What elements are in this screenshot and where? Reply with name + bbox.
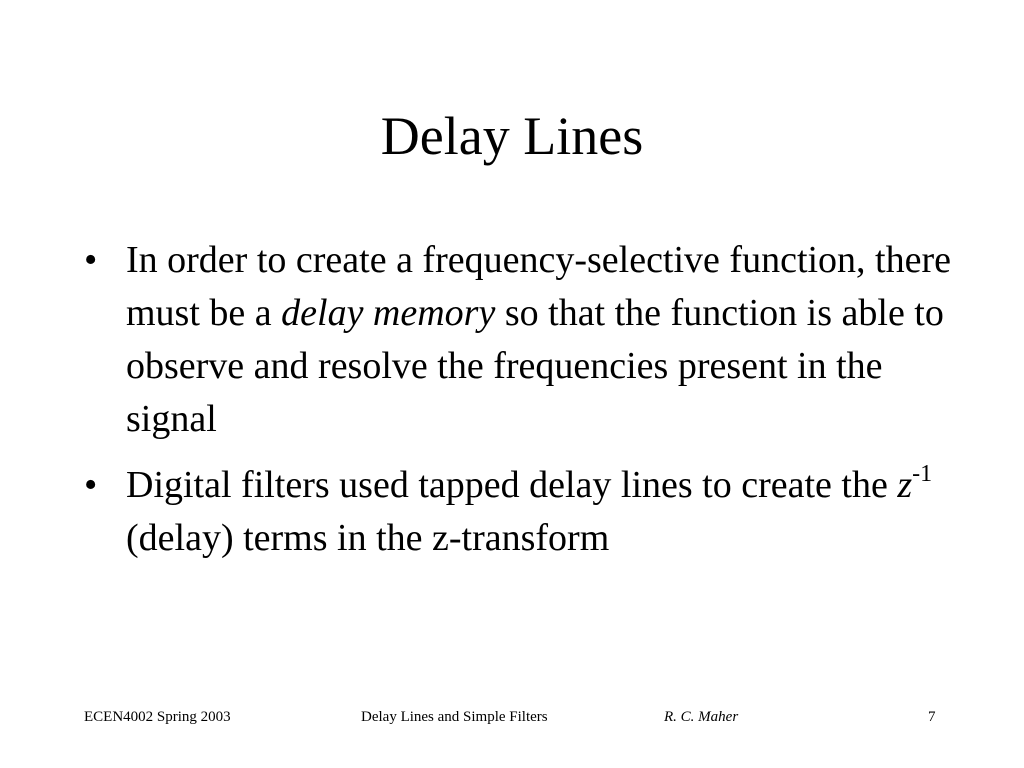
bullet-icon: • — [84, 239, 98, 281]
emphasized-term: delay memory — [281, 292, 496, 334]
page-number: 7 — [928, 709, 936, 725]
bullet-text-segment: so that the function is able to observe and resolve the frequencies present in the signal — [126, 292, 944, 440]
bullet-text — [126, 239, 951, 440]
bullet-text-segment: (delay) terms in the z-transform — [126, 517, 610, 559]
bullet-list — [84, 234, 964, 578]
bullet-text-segment: In order to create a frequency-selective function, there must be a — [126, 239, 951, 334]
footer-topic: Delay Lines and Simple Filters — [361, 709, 548, 725]
math-variable: z — [897, 464, 913, 506]
footer-course: ECEN4002 Spring 2003 — [84, 709, 231, 725]
slide-title: Delay Lines — [380, 106, 644, 166]
superscript: -1 — [912, 461, 933, 487]
footer-author: R. C. Maher — [664, 709, 739, 725]
bullet-item — [84, 459, 964, 565]
bullet-text — [126, 461, 933, 559]
bullet-text-segment: Digital filters used tapped delay lines to create the — [126, 464, 898, 506]
bullet-icon: • — [84, 464, 98, 506]
bullet-item — [84, 234, 964, 446]
